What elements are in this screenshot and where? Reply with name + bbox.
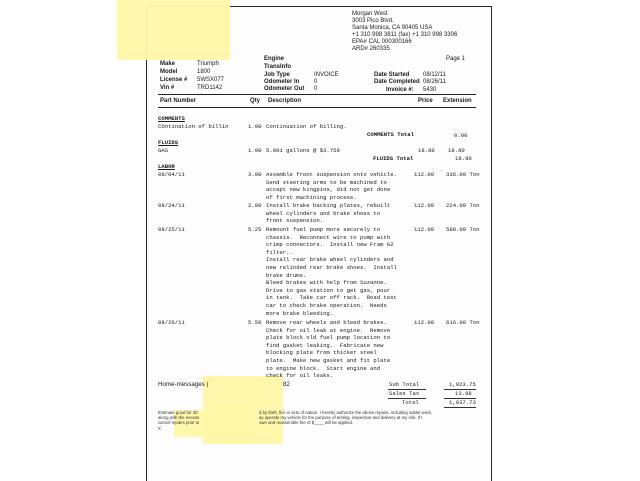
sales-tax-value: 13.98 bbox=[455, 390, 472, 397]
subtotal-value: 1,923.75 bbox=[449, 381, 476, 388]
total-label: Total bbox=[402, 399, 419, 406]
fluids-description: 5.001 gallons @ $3.759 bbox=[266, 147, 340, 154]
home-messages-tail: 82 bbox=[283, 381, 290, 388]
shop-address-2: Santa Monica, CA 90405 USA bbox=[352, 25, 433, 31]
labor-extension: 616.00 Ton bbox=[446, 319, 480, 326]
total-value: 1,937.73 bbox=[449, 399, 476, 406]
labor-qty: 2.00 bbox=[248, 202, 262, 209]
footer-line-3b: own and reassemble fee of $____ will be applied. bbox=[259, 420, 354, 425]
labor-date: 08/04/11 bbox=[158, 171, 185, 178]
odometer-in-label: Odometer In bbox=[264, 79, 300, 85]
labor-qty: 3.00 bbox=[248, 171, 262, 178]
footer-line-2a: along with the necess bbox=[158, 415, 200, 420]
trans-label: TransInfo bbox=[264, 64, 292, 70]
home-messages-label: Home-messages ( bbox=[158, 381, 209, 388]
odometer-out-value: 0 bbox=[314, 86, 318, 92]
subtotal-label: Sub Total bbox=[389, 381, 420, 388]
page-number: Page 1 bbox=[446, 56, 466, 62]
date-started-value: 08/12/11 bbox=[423, 72, 446, 78]
fluids-extension: 18.80 bbox=[448, 147, 465, 154]
shop-address-1: 3003 Pico Blvd. bbox=[352, 18, 394, 24]
comments-part: COntination of billin bbox=[158, 123, 229, 130]
footer-line-2b: ay operate my vehicle for the purpose of testing, inspection and delivery at my risk. If I bbox=[259, 415, 423, 420]
redaction-note-top bbox=[117, 0, 230, 60]
labor-description: Assemble front suspension onto vehicle. Send steering arms to be machined to accept new kingpins, did not get done of first machining process. bbox=[266, 171, 397, 201]
labor-extension: 336.00 Ton bbox=[446, 171, 480, 178]
comments-description: Continuation of billing. bbox=[266, 123, 347, 130]
shop-phone: +1 310 998 3811 (fax) +1 310 998 3306 bbox=[352, 32, 458, 38]
fluids-part: GAS bbox=[158, 147, 169, 154]
comments-qty: 1.00 bbox=[248, 123, 262, 130]
footer-line-1b: d by theft, fire or acts of nature. I hereby authorize the above repairs, including sublet work, bbox=[259, 410, 432, 415]
labor-description: Install brake backing plates, rebuilt wheel cylinders and brake shoes to front suspension. bbox=[266, 202, 391, 225]
col-extension: Extension bbox=[443, 98, 472, 104]
date-completed-value: 08/26/11 bbox=[423, 79, 446, 85]
labor-title: LABOR bbox=[158, 163, 175, 170]
fluids-total-label: FLUIDS Total bbox=[373, 155, 414, 162]
footer-line-1a: Estimate good for 30 bbox=[158, 410, 198, 415]
total-value-rule bbox=[444, 407, 476, 408]
license-value: 5WSX077 bbox=[197, 77, 225, 83]
vin-label: Vin # bbox=[160, 85, 175, 91]
col-description: Description bbox=[268, 98, 302, 104]
comments-title: COMMENTS bbox=[158, 115, 185, 122]
labor-price: 112.00 bbox=[414, 202, 435, 209]
labor-qty: 5.50 bbox=[248, 319, 262, 326]
col-qty: Qty bbox=[250, 98, 261, 104]
date-completed-label: Date Completed bbox=[374, 79, 420, 85]
odometer-in-value: 0 bbox=[314, 79, 318, 85]
labor-qty: 5.25 bbox=[248, 226, 262, 233]
engine-label: Engine bbox=[264, 56, 285, 62]
fluids-qty: 1.00 bbox=[248, 147, 262, 154]
job-type-label: Job Type bbox=[264, 72, 290, 78]
labor-extension: 224.00 Ton bbox=[446, 202, 480, 209]
header-rule-bottom bbox=[158, 107, 476, 108]
labor-price: 112.00 bbox=[414, 171, 435, 178]
invoice-number-value: 5430 bbox=[423, 87, 437, 93]
shop-epa: EPA# CAL 000300166 bbox=[352, 39, 412, 45]
sales-tax-label: Sales Tax bbox=[389, 390, 420, 397]
fluids-price: 18.80 bbox=[418, 147, 435, 154]
labor-date: 08/25/11 bbox=[158, 226, 185, 233]
date-started-label: Date Started bbox=[374, 72, 410, 78]
labor-price: 112.00 bbox=[414, 319, 435, 326]
footer-line-3a: cancel repairs prior to bbox=[158, 420, 200, 425]
labor-date: 08/24/11 bbox=[158, 202, 185, 209]
model-label: Model bbox=[160, 69, 178, 75]
col-part-number: Part Number bbox=[160, 98, 197, 104]
fluids-title: FLUIDS bbox=[158, 139, 179, 146]
odometer-out-label: Odometer Out bbox=[264, 86, 305, 92]
fluids-total-value: 18.80 bbox=[455, 155, 472, 162]
labor-description: Remount fuel pump more securely to chassis. Reconnect wire to pump with crimp connectors. Install new Fram G2 filter.. Install rear brake wheel cylinders and new relinded rear brake shoes. Install brake drums. Bleed brakes with help from Suzanne. Drive to gas station to get gas, pour in tank. Take car off rack. Road test car to check brake operation. Needs more brake bleeding. bbox=[266, 226, 397, 317]
labor-date: 08/26/11 bbox=[158, 319, 185, 326]
license-label: License # bbox=[160, 77, 188, 83]
labor-price: 112.00 bbox=[414, 226, 435, 233]
comments-total-value: 0.00 bbox=[454, 132, 468, 139]
header-rule-top bbox=[158, 94, 476, 95]
comments-total-label: COMMENTS Total bbox=[367, 131, 414, 138]
shop-ard: ARD# 260335 bbox=[352, 46, 390, 52]
make-value: Triumph bbox=[197, 61, 219, 67]
shop-name: Morgan West bbox=[352, 11, 388, 17]
signature-x: X bbox=[158, 426, 161, 431]
labor-extension: 588.00 Ton bbox=[446, 226, 480, 233]
model-value: 1800 bbox=[197, 69, 211, 75]
labor-description: Remove rear wheels and bleed brakes. Check for oil leak at engine. Remove plate block old fuel pump location to find gasket leaking. Fabricate new blocking plate from thicker steel plate. Make new gasket and fit plate to engine block. Start engine and check for oil leaks. bbox=[266, 319, 391, 380]
col-price: Price bbox=[418, 98, 433, 104]
make-label: Make bbox=[160, 61, 176, 67]
job-type-value: INVOICE bbox=[314, 72, 339, 78]
invoice-number-label: Invoice #: bbox=[386, 87, 414, 93]
vin-value: TRD1142 bbox=[197, 85, 223, 91]
